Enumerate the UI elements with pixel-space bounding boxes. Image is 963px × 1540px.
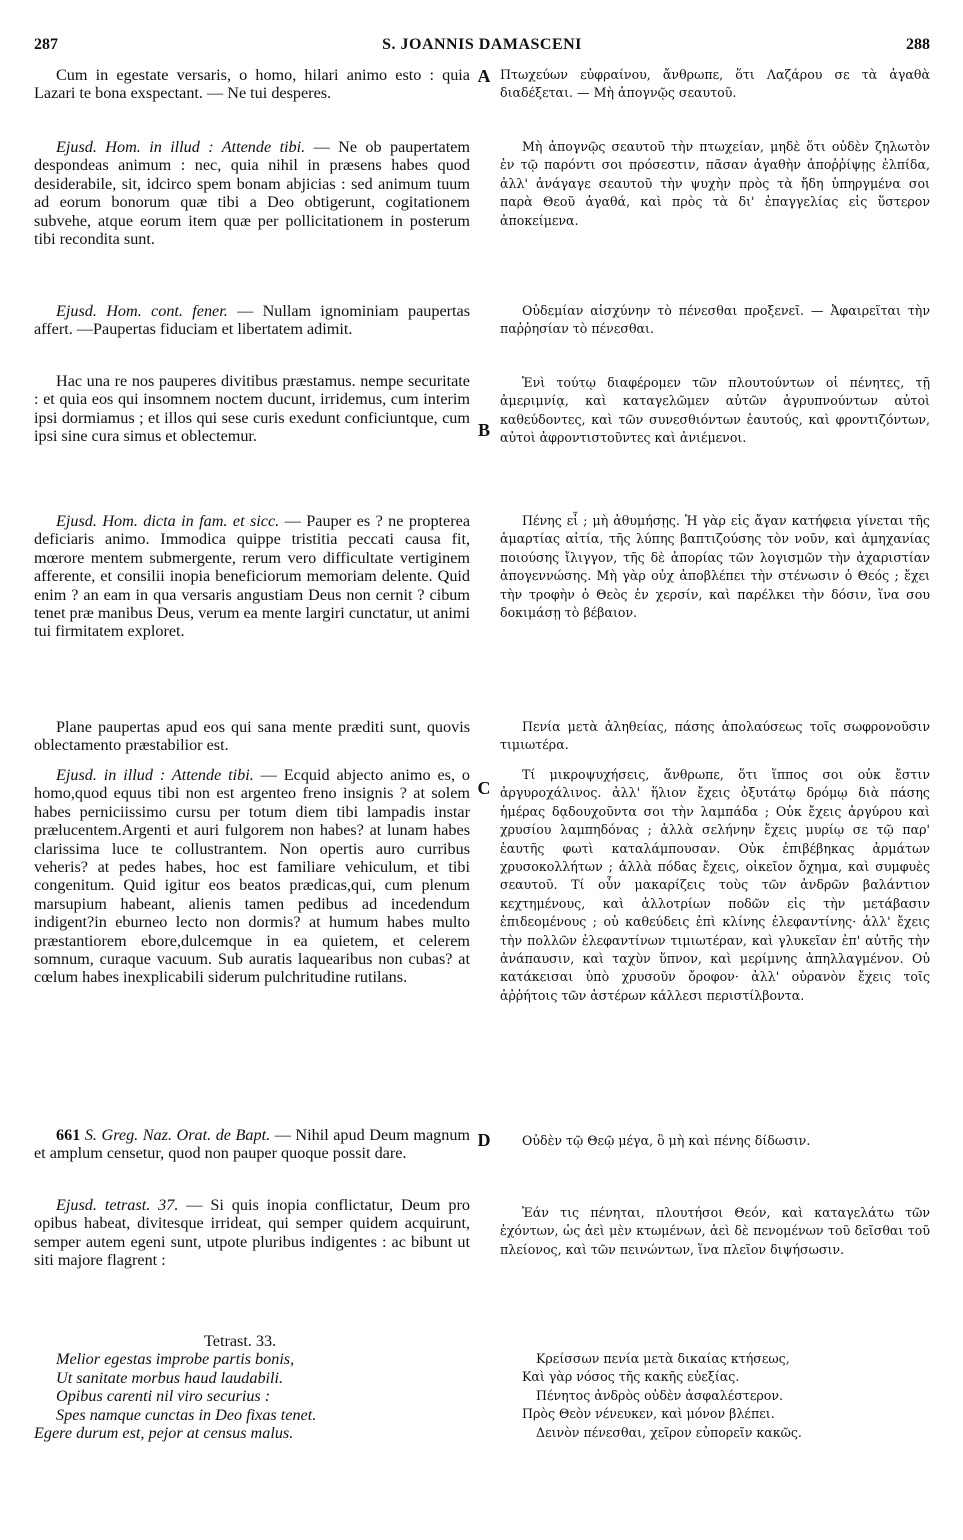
greek-text: Ἑνὶ τούτῳ διαφέρομεν τῶν πλουτούντων οἱ πένητες, τῇ ἀμεριμνίᾳ, καὶ καταγελῶμεν αὐτῶν ἀγρυπνούντων αὐτοὶ καθεύδοντες, καὶ τῶν συνεσθιόντων ἑαυτούς, καὶ φροντιζόντων, αὐτοὶ ἀφροντιστοῦντες καὶ ἀνιέμενοι. [500, 375, 930, 446]
verse-line: Κρείσσων πενία μετὰ δικαίας κτήσεως, [536, 1351, 790, 1366]
greek-paragraph [500, 512, 930, 622]
verse-line: Καὶ γὰρ νόσος τῆς κακῆς εὐεξίας. [522, 1369, 740, 1385]
source-citation: Ejusd. Hom. dicta in fam. et sicc. [56, 512, 280, 530]
page-number-right: 288 [906, 36, 930, 53]
verse-line: Ut sanitate morbus haud laudabili. [56, 1368, 284, 1387]
section-marker-b: B [477, 420, 490, 440]
greek-paragraph [500, 766, 930, 1005]
source-citation: Ejusd. Hom. cont. fener. [56, 302, 228, 320]
greek-paragraph [500, 718, 930, 755]
verse-line: Πρὸς Θεὸν νένευκεν, καὶ μόνον βλέπει. [522, 1406, 775, 1422]
latin-paragraph [34, 766, 470, 987]
section-number: 661 [56, 1126, 81, 1144]
greek-paragraph [500, 66, 930, 103]
greek-paragraph [500, 138, 930, 230]
greek-paragraph [500, 1204, 930, 1259]
source-citation: S. Greg. Naz. Orat. de Bapt. [80, 1126, 271, 1144]
verse-line: Δεινὸν πένεσθαι, χεῖρον εὐπορεῖν κακῶς. [536, 1424, 802, 1440]
latin-paragraph [34, 718, 470, 755]
source-citation: Ejusd. in illud : Attende tibi. [56, 766, 254, 784]
greek-paragraph [500, 302, 930, 339]
greek-text: Μὴ ἀπογνῷς σεαυτοῦ τὴν πτωχείαν, μηδὲ ὅτι οὐδὲν ζηλωτὸν ἐν τῷ παρόντι σοι πρόσεστιν, πᾶσαν ἀγαθὴν ἀποῤῥίψῃς ἐλπίδα, ἀλλ' ἀνάγαγε σεαυτοῦ τὴν ψυχὴν πρὸς τὰ ἤδη ὑπηργμένα σοι παρὰ Θεοῦ ἀγαθά, καὶ πρὸς τὰ δι' ἐπαγγελίας εἰς ὕστερον ἀποκείμενα. [500, 139, 930, 228]
section-marker-a: A [477, 66, 491, 86]
greek-verse [500, 1350, 930, 1442]
latin-paragraph [34, 1126, 470, 1163]
latin-paragraph [34, 138, 470, 248]
latin-text: Cum in egestate versaris, o homo, hilari animo esto : quia Lazari te bona exspectant. — Ne tui desperes. [34, 66, 470, 103]
latin-paragraph [34, 1196, 470, 1270]
latin-paragraph [34, 302, 470, 339]
verse-line: Melior egestas improbe partis bonis, [56, 1350, 295, 1369]
latin-verse [34, 1332, 470, 1442]
greek-paragraph [500, 374, 930, 448]
latin-text: — Ecquid abjecto animo es, o homo,quod equus tibi non est argenteo freno insignis ? at solem habes perniciissimo cursu per totum diem tibi lampadis instar prælucentem.Argenti et auri fulgorem non habes? at lunam habes clarissima luce te collustrantem. Non opertis auro curribus veheris? at pedes habes, hoc est familiare vehiculum, et tibi congenitum. Quid igitur eos beatos prædicas,qui, cum plenum marsupium habeant, alienis tamen pedibus ad incedendum indigent?in eburneo lecto non dormis? at humum habes multo præstantiorem ebore,dulcemque in ea quietem, et celerem somnum, curaque vacuum. Sub auratis laquearibus non cubas? at cœlum habes inexplicabili siderum pulchritudine rutilans. [34, 766, 470, 987]
latin-text: — Nihil apud Deum magnum et amplum censetur, quod non pauper quoque possit dare. [34, 1126, 470, 1163]
verse-line: Opibus carenti nil viro securius : [56, 1387, 271, 1406]
latin-text: Plane paupertas apud eos qui sana mente præditi sunt, quovis oblectamento præstabilior est. [34, 718, 470, 755]
verse-line: Egere durum est, pejor at census malus. [34, 1424, 294, 1443]
greek-text: Οὐδὲν τῷ Θεῷ μέγα, ὃ μὴ καὶ πένης δίδωσιν. [522, 1133, 811, 1148]
latin-text: — Pauper es ? ne propterea deficiaris animo. Immodica quippe tristitia peccati causa fit, mœrore mentem submergente, rerum vero difficultate vertiginem afferente, et consilii inopia beneficiorum memoriam delente. Quid enim ? an eam in qua versaris angustiam Deus non cernit ? cibum tenet præ manibus Deus, verum ea mente largiri cunctatur, ut animi tui firmitatem exploret. [34, 512, 471, 641]
latin-paragraph [34, 372, 470, 446]
running-title: S. JOANNIS DAMASCENI [382, 36, 582, 53]
verse-line: Spes namque cunctas in Deo fixas tenet. [56, 1405, 317, 1424]
latin-text: — Si quis inopia conflictatur, Deum pro opibus habeat, divitesque irrideat, qui semper quidem acquirunt, semper autem egeni sunt, utpote pluribus indigentes : ac bibunt ut siti majore flagrent : [34, 1196, 470, 1270]
source-citation: Ejusd. tetrast. 37. [56, 1196, 179, 1214]
greek-text: Οὐδεμίαν αἰσχύνην τὸ πένεσθαι προξενεῖ. — Ἀφαιρεῖται τὴν παῤῥησίαν τὸ πένεσθαι. [500, 303, 930, 337]
greek-text: Πενία μετὰ ἀληθείας, πάσης ἀπολαύσεως τοῖς σωφρονοῦσιν τιμιωτέρα. [500, 719, 930, 753]
verse-heading: Tetrast. 33. [204, 1332, 277, 1350]
greek-text: Πένης εἶ ; μὴ ἀθυμήσῃς. Ἡ γὰρ εἰς ἄγαν κατήφεια γίνεται τῆς ἁμαρτίας αἰτία, τῆς λύπης βαπτιζούσης τὸν νοῦν, καὶ ἀμηχανίας ποιούσης ἴλιγγον, τῆς δὲ ἀπορίας τῶν λογισμῶν τὴν ἀχαριστίαν ἀπογεννώσης. Μὴ γὰρ οὐχ ἀποβλέπει τὴν στένωσιν ὁ Θεός ; ἔχει τὴν τροφὴν ὁ Θεὸς ἐν χερσίν, καὶ παρέλκει τὴν δόσιν, ἵνα σου δοκιμάσῃ τὸ βέβαιον. [500, 513, 930, 621]
greek-paragraph [500, 1132, 930, 1150]
greek-text: Ἐάν τις πένηται, πλουτήσοι Θεόν, καὶ καταγελάτω τῶν ἐχόντων, ὡς ἀεὶ μὲν κτωμένων, ἀεὶ δὲ πενομένων τοῦ δεῖσθαι τοῦ πλείονος, καὶ τῶν πεινώντων, ἵνα πλεῖον διψήσωσιν. [500, 1205, 930, 1257]
greek-text: Τί μικροψυχήσεις, ἄνθρωπε, ὅτι ἵππος σοι οὐκ ἔστιν ἀργυροχάλινος. ἀλλ' ἥλιον ἔχεις ὀξυτάτῳ δρόμῳ διὰ πάσης ἡμέρας δᾳδουχοῦντα σοι τὴν λαμπάδα ; Οὐκ ἔχεις ἀργύρου καὶ χρυσίου λαμπηδόνας ; ἀλλὰ σελήνην ἔχεις μυρίῳ σε τῷ παρ' ἑαυτῆς φωτὶ καταλάμπουσαν. Οὐκ ἐπιβέβηκας ἁρμάτων χρυσοκολλήτων ; ἀλλὰ πόδας ἔχεις, οἰκεῖον ὄχημα, καὶ συμφυὲς σεαυτοῦ. Τί οὖν μακαρίζεις τοὺς τῶν ἀνδρῶν βαλάντιον κεχτημένους, καὶ ἀλλοτρίων ποδῶν εἰς τὴν μετάβασιν ἐπιδεομένους ; οὐ καθεύδεις ἐπὶ κλίνης ἐλεφαντίνης· ἀλλ' ἔχεις τὴν πολλῶν ἐλεφαντίνων τιμιωτέραν, καὶ γλυκεῖαν ἐπ' αὐτῆς τὴν ἀνάπαυσιν, καὶ ταχὺν ὕπνον, καὶ μερίμνης ἀπηλλαγμένον. Οὐ κατάκεισαι ὑπὸ χρυσοῦν ὄροφον· ἀλλ' οὐρανὸν ἔχεις τοῖς ἀῤῥήτοις τῶν ἀστέρων κάλλεσι περιστίλβοντα. [500, 767, 930, 1003]
page-number-left: 287 [34, 36, 58, 53]
latin-paragraph [34, 512, 470, 641]
source-citation: Ejusd. Hom. in illud : Attende tibi. [56, 138, 306, 156]
latin-text: Hac una re nos pauperes divitibus præstamus. nempe securitate : et quia eos qui insomnem noctem ducunt, irridemus, cum interim ipsi dormiamus ; et illos qui sese curis exedunt conficiuntque, cum ipsi sine cura simus et oblectemur. [34, 372, 470, 446]
latin-paragraph [34, 66, 470, 103]
verse-line: Πένητος ἀνδρὸς οὐδὲν ἀσφαλέστερον. [536, 1387, 783, 1403]
section-marker-c: C [477, 778, 491, 798]
latin-text: — Nullam ignominiam paupertas affert. —Paupertas fiduciam et libertatem adimit. [34, 302, 470, 339]
latin-text: — Ne ob paupertatem despondeas animum : nec, quia nihil in præsens habes quod desiderabile, sit, idcirco spem bonam abjicias : sed animum tuum ad eorum bonorum quæ tibi a Deo obtigerunt, cogitationem subvehe, atque eorum item quæ per pollicitationem in posterum tibi recondita sunt. [34, 138, 470, 249]
running-header [34, 36, 930, 58]
greek-text: Πτωχεύων εὐφραίνου, ἄνθρωπε, ὅτι Λαζάρου σε τὰ ἀγαθὰ διαδέξεται. — Μὴ ἀπογνῷς σεαυτοῦ. [500, 67, 930, 101]
section-marker-d: D [477, 1130, 491, 1150]
